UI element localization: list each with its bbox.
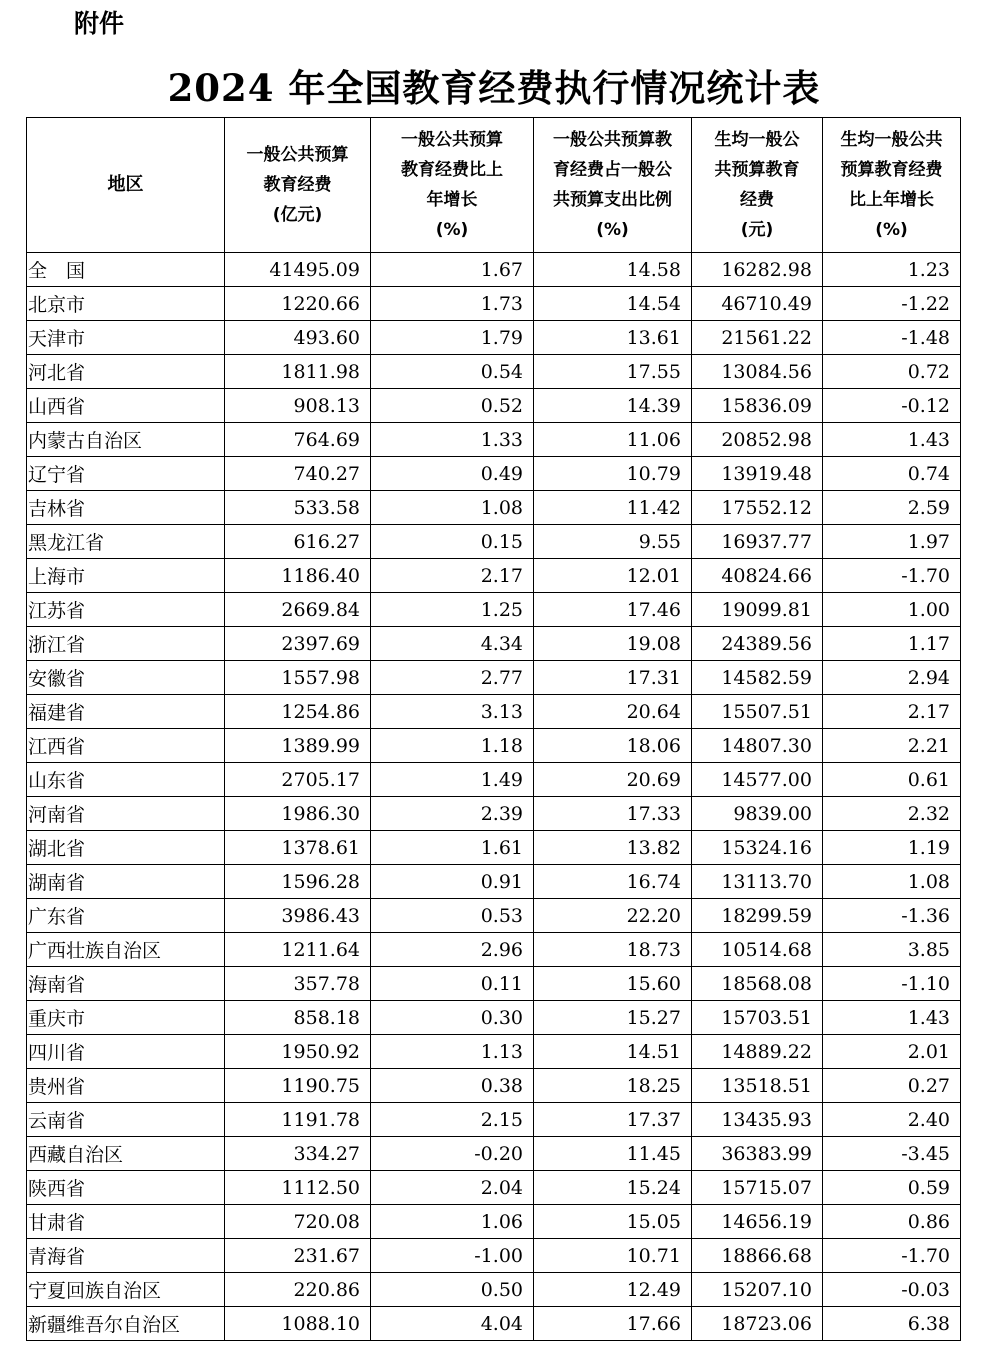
cell-budget-growth: 2.17 [371, 559, 534, 593]
cell-budget-growth: 2.39 [371, 797, 534, 831]
cell-per-student-growth: -1.48 [823, 321, 961, 355]
cell-region: 宁夏回族自治区 [27, 1273, 225, 1307]
cell-per-student: 14582.59 [692, 661, 823, 695]
cell-budget-share: 14.58 [534, 253, 692, 287]
cell-region: 天津市 [27, 321, 225, 355]
cell-budget-growth: 4.34 [371, 627, 534, 661]
cell-per-student-growth: 2.59 [823, 491, 961, 525]
cell-region: 吉林省 [27, 491, 225, 525]
cell-budget: 1211.64 [225, 933, 371, 967]
cell-budget: 740.27 [225, 457, 371, 491]
table-row [27, 661, 961, 695]
cell-per-student: 13518.51 [692, 1069, 823, 1103]
cell-region: 湖北省 [27, 831, 225, 865]
cell-region: 贵州省 [27, 1069, 225, 1103]
cell-budget: 1186.40 [225, 559, 371, 593]
cell-per-student: 10514.68 [692, 933, 823, 967]
cell-per-student-growth: -1.36 [823, 899, 961, 933]
cell-budget: 1190.75 [225, 1069, 371, 1103]
cell-budget: 357.78 [225, 967, 371, 1001]
cell-budget-growth: 1.18 [371, 729, 534, 763]
cell-per-student: 21561.22 [692, 321, 823, 355]
cell-budget-growth: 1.61 [371, 831, 534, 865]
table-row [27, 797, 961, 831]
cell-budget: 1378.61 [225, 831, 371, 865]
cell-region: 上海市 [27, 559, 225, 593]
table-row [27, 355, 961, 389]
cell-budget: 231.67 [225, 1239, 371, 1273]
table-row [27, 457, 961, 491]
cell-region: 甘肃省 [27, 1205, 225, 1239]
cell-per-student-growth: 1.17 [823, 627, 961, 661]
cell-budget-growth: 0.15 [371, 525, 534, 559]
table-row [27, 559, 961, 593]
cell-budget-growth: 2.77 [371, 661, 534, 695]
cell-per-student-growth: -1.22 [823, 287, 961, 321]
cell-per-student-growth: 2.21 [823, 729, 961, 763]
cell-budget-growth: 1.73 [371, 287, 534, 321]
cell-budget-share: 18.25 [534, 1069, 692, 1103]
cell-per-student: 15324.16 [692, 831, 823, 865]
cell-per-student: 13435.93 [692, 1103, 823, 1137]
cell-per-student-growth: 1.19 [823, 831, 961, 865]
table-row [27, 627, 961, 661]
cell-region: 重庆市 [27, 1001, 225, 1035]
table-row [27, 525, 961, 559]
table-row [27, 1205, 961, 1239]
cell-region: 江苏省 [27, 593, 225, 627]
cell-budget-share: 14.39 [534, 389, 692, 423]
cell-per-student-growth: 2.32 [823, 797, 961, 831]
cell-budget-growth: 2.96 [371, 933, 534, 967]
cell-per-student: 36383.99 [692, 1137, 823, 1171]
cell-budget: 616.27 [225, 525, 371, 559]
cell-per-student-growth: -0.03 [823, 1273, 961, 1307]
cell-budget-growth: -0.20 [371, 1137, 534, 1171]
header-budget: 一般公共预算 教育经费 (亿元) [225, 118, 371, 253]
header-per-student: 生均一般公 共预算教育 经费 (元) [692, 118, 823, 253]
cell-per-student: 15703.51 [692, 1001, 823, 1035]
header-region: 地区 [27, 118, 225, 253]
cell-budget: 533.58 [225, 491, 371, 525]
cell-budget: 1191.78 [225, 1103, 371, 1137]
cell-budget-share: 12.01 [534, 559, 692, 593]
table-row [27, 1273, 961, 1307]
table-row [27, 899, 961, 933]
cell-per-student-growth: 1.23 [823, 253, 961, 287]
cell-budget-growth: 1.79 [371, 321, 534, 355]
cell-budget-growth: 0.49 [371, 457, 534, 491]
table-row [27, 321, 961, 355]
cell-budget-growth: 1.49 [371, 763, 534, 797]
cell-budget-share: 12.49 [534, 1273, 692, 1307]
table-row [27, 865, 961, 899]
cell-budget-share: 18.73 [534, 933, 692, 967]
cell-budget: 2669.84 [225, 593, 371, 627]
cell-region: 山东省 [27, 763, 225, 797]
cell-budget-share: 17.33 [534, 797, 692, 831]
cell-budget-growth: 2.15 [371, 1103, 534, 1137]
table-row [27, 1239, 961, 1273]
cell-per-student-growth: 0.86 [823, 1205, 961, 1239]
education-expenditure-table [26, 117, 961, 1341]
cell-per-student-growth: 1.43 [823, 423, 961, 457]
cell-per-student-growth: 2.40 [823, 1103, 961, 1137]
table-row [27, 423, 961, 457]
table-row [27, 287, 961, 321]
cell-region: 江西省 [27, 729, 225, 763]
cell-budget-share: 11.42 [534, 491, 692, 525]
cell-region: 浙江省 [27, 627, 225, 661]
cell-per-student: 14577.00 [692, 763, 823, 797]
cell-region: 河北省 [27, 355, 225, 389]
cell-budget-growth: 0.38 [371, 1069, 534, 1103]
table-header-row [27, 118, 961, 253]
cell-per-student: 15507.51 [692, 695, 823, 729]
cell-budget-growth: 1.67 [371, 253, 534, 287]
table-row [27, 1103, 961, 1137]
table-row [27, 729, 961, 763]
cell-per-student-growth: 1.43 [823, 1001, 961, 1035]
cell-budget-share: 11.45 [534, 1137, 692, 1171]
table-row [27, 389, 961, 423]
cell-budget-share: 15.60 [534, 967, 692, 1001]
cell-region: 山西省 [27, 389, 225, 423]
cell-budget: 908.13 [225, 389, 371, 423]
cell-per-student: 20852.98 [692, 423, 823, 457]
cell-per-student: 14807.30 [692, 729, 823, 763]
cell-region: 陕西省 [27, 1171, 225, 1205]
cell-per-student-growth: 0.59 [823, 1171, 961, 1205]
cell-budget-share: 15.27 [534, 1001, 692, 1035]
cell-budget-share: 10.71 [534, 1239, 692, 1273]
cell-region: 河南省 [27, 797, 225, 831]
cell-budget-share: 17.37 [534, 1103, 692, 1137]
cell-per-student: 17552.12 [692, 491, 823, 525]
table-row [27, 491, 961, 525]
cell-per-student: 15836.09 [692, 389, 823, 423]
cell-budget-growth: 1.08 [371, 491, 534, 525]
cell-budget-share: 14.51 [534, 1035, 692, 1069]
cell-per-student-growth: -1.10 [823, 967, 961, 1001]
cell-budget-share: 15.05 [534, 1205, 692, 1239]
cell-budget-growth: 4.04 [371, 1307, 534, 1341]
cell-budget: 1557.98 [225, 661, 371, 695]
table-row [27, 1137, 961, 1171]
cell-per-student-growth: 1.08 [823, 865, 961, 899]
cell-budget-share: 9.55 [534, 525, 692, 559]
cell-per-student: 19099.81 [692, 593, 823, 627]
cell-per-student-growth: 2.01 [823, 1035, 961, 1069]
cell-per-student: 40824.66 [692, 559, 823, 593]
cell-per-student-growth: 0.72 [823, 355, 961, 389]
cell-budget-growth: 1.06 [371, 1205, 534, 1239]
cell-budget-share: 14.54 [534, 287, 692, 321]
header-budget-share: 一般公共预算教 育经费占一般公 共预算支出比例 (%) [534, 118, 692, 253]
cell-budget: 2705.17 [225, 763, 371, 797]
table-row [27, 1307, 961, 1341]
cell-budget: 1088.10 [225, 1307, 371, 1341]
cell-region: 广东省 [27, 899, 225, 933]
cell-budget-growth: 2.04 [371, 1171, 534, 1205]
cell-budget-share: 13.82 [534, 831, 692, 865]
cell-budget-growth: 0.50 [371, 1273, 534, 1307]
cell-region: 青海省 [27, 1239, 225, 1273]
cell-budget: 1986.30 [225, 797, 371, 831]
cell-budget-share: 10.79 [534, 457, 692, 491]
table-body [27, 253, 961, 1341]
cell-budget-share: 17.46 [534, 593, 692, 627]
cell-region: 福建省 [27, 695, 225, 729]
cell-region: 安徽省 [27, 661, 225, 695]
cell-per-student-growth: 2.17 [823, 695, 961, 729]
cell-per-student: 13919.48 [692, 457, 823, 491]
cell-per-student: 14656.19 [692, 1205, 823, 1239]
table-row [27, 695, 961, 729]
cell-budget-share: 19.08 [534, 627, 692, 661]
cell-budget: 1596.28 [225, 865, 371, 899]
cell-per-student-growth: 6.38 [823, 1307, 961, 1341]
cell-per-student: 16937.77 [692, 525, 823, 559]
cell-budget-share: 20.64 [534, 695, 692, 729]
cell-per-student-growth: 1.97 [823, 525, 961, 559]
table-row [27, 967, 961, 1001]
cell-budget: 720.08 [225, 1205, 371, 1239]
cell-budget: 1112.50 [225, 1171, 371, 1205]
cell-per-student: 18866.68 [692, 1239, 823, 1273]
cell-budget: 41495.09 [225, 253, 371, 287]
cell-region: 广西壮族自治区 [27, 933, 225, 967]
cell-per-student-growth: 3.85 [823, 933, 961, 967]
cell-per-student: 24389.56 [692, 627, 823, 661]
cell-per-student: 9839.00 [692, 797, 823, 831]
cell-budget-share: 11.06 [534, 423, 692, 457]
cell-budget: 858.18 [225, 1001, 371, 1035]
cell-budget-share: 13.61 [534, 321, 692, 355]
cell-budget-share: 20.69 [534, 763, 692, 797]
cell-budget-growth: 0.54 [371, 355, 534, 389]
cell-budget-growth: 3.13 [371, 695, 534, 729]
cell-region: 辽宁省 [27, 457, 225, 491]
cell-per-student-growth: -1.70 [823, 1239, 961, 1273]
cell-region: 四川省 [27, 1035, 225, 1069]
cell-budget-growth: 0.53 [371, 899, 534, 933]
attachment-label: 附件 [74, 9, 125, 38]
cell-per-student: 15715.07 [692, 1171, 823, 1205]
cell-region: 黑龙江省 [27, 525, 225, 559]
cell-budget-share: 17.31 [534, 661, 692, 695]
cell-region: 西藏自治区 [27, 1137, 225, 1171]
cell-budget-share: 15.24 [534, 1171, 692, 1205]
cell-region: 北京市 [27, 287, 225, 321]
cell-per-student-growth: 0.27 [823, 1069, 961, 1103]
cell-per-student: 13113.70 [692, 865, 823, 899]
cell-budget-growth: 1.13 [371, 1035, 534, 1069]
cell-per-student: 18723.06 [692, 1307, 823, 1341]
cell-budget: 1811.98 [225, 355, 371, 389]
cell-budget: 2397.69 [225, 627, 371, 661]
cell-budget-share: 17.55 [534, 355, 692, 389]
cell-budget: 1950.92 [225, 1035, 371, 1069]
table-row [27, 831, 961, 865]
header-per-student-growth: 生均一般公共 预算教育经费 比上年增长 (%) [823, 118, 961, 253]
cell-per-student-growth: 0.61 [823, 763, 961, 797]
table-row [27, 933, 961, 967]
cell-region: 全 国 [27, 253, 225, 287]
cell-per-student: 14889.22 [692, 1035, 823, 1069]
cell-per-student-growth: 0.74 [823, 457, 961, 491]
cell-budget-growth: 1.25 [371, 593, 534, 627]
cell-per-student: 15207.10 [692, 1273, 823, 1307]
cell-per-student: 16282.98 [692, 253, 823, 287]
cell-budget: 1254.86 [225, 695, 371, 729]
table-row [27, 1069, 961, 1103]
cell-per-student: 13084.56 [692, 355, 823, 389]
table-row [27, 1001, 961, 1035]
cell-per-student-growth: 2.94 [823, 661, 961, 695]
cell-per-student-growth: -3.45 [823, 1137, 961, 1171]
cell-region: 内蒙古自治区 [27, 423, 225, 457]
cell-per-student: 18568.08 [692, 967, 823, 1001]
cell-budget-share: 16.74 [534, 865, 692, 899]
cell-per-student-growth: -1.70 [823, 559, 961, 593]
cell-budget: 493.60 [225, 321, 371, 355]
cell-region: 云南省 [27, 1103, 225, 1137]
cell-per-student: 46710.49 [692, 287, 823, 321]
cell-budget: 764.69 [225, 423, 371, 457]
cell-per-student-growth: -0.12 [823, 389, 961, 423]
table-row [27, 253, 961, 287]
header-budget-growth: 一般公共预算 教育经费比上 年增长 (%) [371, 118, 534, 253]
cell-per-student: 18299.59 [692, 899, 823, 933]
cell-budget-share: 22.20 [534, 899, 692, 933]
cell-budget-growth: -1.00 [371, 1239, 534, 1273]
table-row [27, 763, 961, 797]
cell-budget-growth: 0.52 [371, 389, 534, 423]
cell-budget: 3986.43 [225, 899, 371, 933]
table-row [27, 593, 961, 627]
cell-budget: 1220.66 [225, 287, 371, 321]
cell-budget: 334.27 [225, 1137, 371, 1171]
cell-region: 新疆维吾尔自治区 [27, 1307, 225, 1341]
table-row [27, 1035, 961, 1069]
cell-region: 湖南省 [27, 865, 225, 899]
cell-region: 海南省 [27, 967, 225, 1001]
cell-budget-growth: 1.33 [371, 423, 534, 457]
cell-budget-share: 18.06 [534, 729, 692, 763]
table-row [27, 1171, 961, 1205]
cell-budget-growth: 0.11 [371, 967, 534, 1001]
cell-budget-share: 17.66 [534, 1307, 692, 1341]
cell-budget-growth: 0.30 [371, 1001, 534, 1035]
cell-per-student-growth: 1.00 [823, 593, 961, 627]
cell-budget: 1389.99 [225, 729, 371, 763]
page-title: 2024 年全国教育经费执行情况统计表 [167, 66, 821, 110]
cell-budget-growth: 0.91 [371, 865, 534, 899]
cell-budget: 220.86 [225, 1273, 371, 1307]
